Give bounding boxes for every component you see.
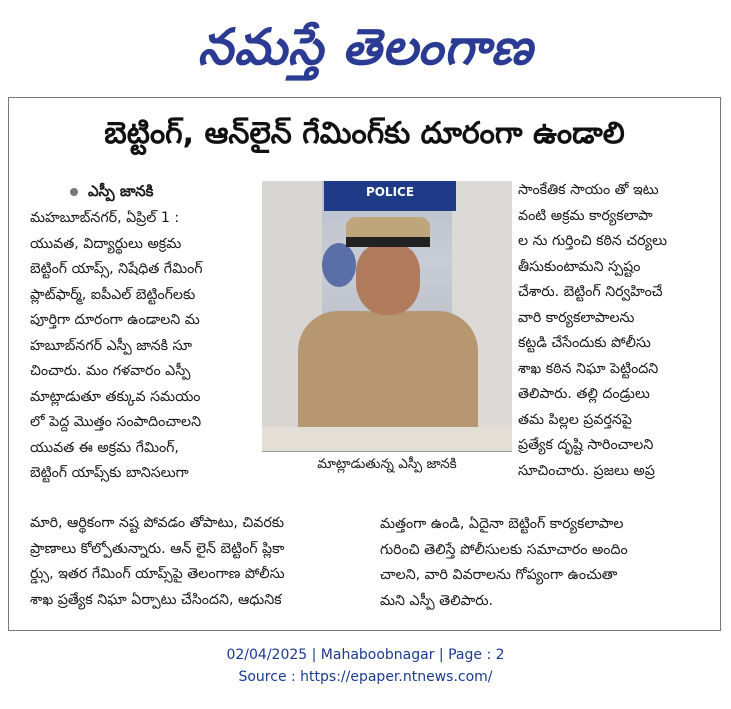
text-line: తమ పిల్లల ప్రవర్తనపై [518,411,632,428]
text-line: మాట్లాడుతూ తక్కువ సమయం [30,388,201,405]
bullet-icon [70,188,78,196]
text-line: ప్రాణాలు కోల్పోతున్నారు. ఆన్ లైన్ బెట్టింగ్ ప్లికా [30,540,285,557]
article-headline: బెట్టింగ్, ఆన్‌లైన్ గేమింగ్‌కు దూరంగా ఉండాలి [104,116,625,151]
article-column-right [518,178,710,484]
article-column-left [30,206,256,487]
text-line: చించారు. మం గళవారం ఎస్పీ [30,363,191,379]
text-line: సూచించారు. ప్రజలు అప్ర [518,462,655,479]
text-line: మారి, ఆర్థికంగా నష్ట పోవడం తోపాటు, చివరకు [30,515,285,531]
article-column-bottom-right [380,512,712,614]
text-line: యువత ఈ అక్రమ గేమింగ్, [30,439,179,456]
police-emblem [322,243,356,287]
text-line: ల ను గుర్తించి కఠిన చర్యలు [518,233,668,249]
text-line: శాఖ కఠిన నిఘా పెట్టిందని [518,360,659,377]
photo-caption: మాట్లాడుతున్న ఎస్పీ జానకి [262,451,512,480]
text-line: వంటి అక్రమ కార్యకలాపా [518,207,653,224]
text-line: పూర్తిగా దూరంగా ఉండాలని మ [30,312,200,328]
text-line: మత్తంగా ఉండి, ఏదైనా బెట్టింగ్ కార్యకలాపాల [380,516,624,532]
text-line: తెలిపారు. తల్లి దండ్రులు [518,386,650,402]
text-line: మహబూబ్‌నగర్, ఏప్రిల్ 1 : [30,210,180,226]
text-line: ప్రత్యేక దృష్టి సారించాలని [518,437,654,453]
article-column-left-wide [30,511,374,613]
desk [262,427,512,451]
text-line: కట్టడి చేసేందుకు పోలీసు [518,335,651,351]
officer-cap-band [346,237,430,247]
text-line: బెట్టింగ్ యాప్స్, నిషేధిత గేమింగ్ [30,261,203,277]
text-line: చాలని, వారి వివరాలను గోప్యంగా ఉంచుతా [380,567,618,583]
text-line: చేశారు. బెట్టింగ్ నిర్వహించే [518,284,663,300]
newspaper-masthead: నమస్తే తెలంగాణ [197,18,534,76]
source-link[interactable]: Source : https://epaper.ntnews.com/ [238,669,493,685]
text-line: తీసుకుంటామని స్పష్టం [518,258,641,275]
text-line: వారి కార్యకలాపాలను [518,309,635,326]
text-line: సాంకేతిక సాయం తో ఇటు [518,182,659,198]
text-line: ప్లాట్‌ఫార్మ్, ఐపీఎల్ బెట్టింగ్‌లకు [30,286,196,303]
text-line: హబూబ్‌నగర్ ఎస్పీ జానకి సూ [30,337,192,354]
text-line: యువత, విద్యార్థులు అక్రమ [30,235,182,252]
text-line: లో పెద్ద మొత్తం సంపాదించాలని [30,414,202,430]
text-line: బెట్టింగ్ యాప్స్‌కు బానిసలుగా [30,465,189,481]
source-footer [0,644,731,688]
police-board: POLICE [324,181,456,211]
officer-face [356,243,420,315]
text-line: మని ఎస్పీ తెలిపారు. [380,592,494,609]
text-line: శాఖ ప్రత్యేక నిఘా ఏర్పాటు చేసిందని, ఆధునిక [30,591,282,608]
article-photo [262,181,512,451]
byline-text: ఎస్పీ జానకి [88,182,154,200]
byline [70,180,153,202]
text-line: ర్డ్సు, ఇతర గేమింగ్ యాప్స్‌పై తెలంగాణ పోలీసు [30,566,285,582]
text-line: గురించి తెలిస్తే పోలీసులకు సమాచారం అందిం [380,541,628,558]
edition-info: 02/04/2025 | Mahaboobnagar | Page : 2 [226,647,505,663]
